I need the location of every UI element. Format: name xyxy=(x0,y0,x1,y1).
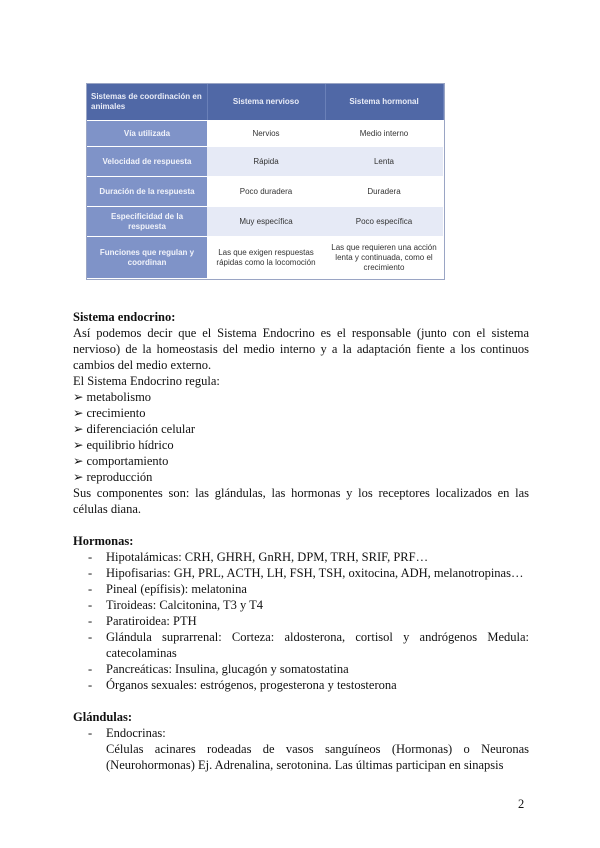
list-item xyxy=(73,453,529,469)
table-cell: Las que requieren una acción lenta y continuada, como el crecimiento xyxy=(325,237,443,279)
table-cell: Duradera xyxy=(325,177,443,207)
table-header-cell: Sistema nervioso xyxy=(207,84,325,121)
row-label: Duración de la respuesta xyxy=(87,177,207,207)
table-row xyxy=(87,147,443,177)
list-item-text: diferenciación celular xyxy=(86,422,196,436)
dash-bullet: - xyxy=(88,550,93,564)
intro-paragraph: Así podemos decir que el Sistema Endocrino es el responsable (junto con el sistema nervioso) de la homeostasis del medio interno y a la adaptación fiente a los continuos cambios del medio externo. xyxy=(73,326,529,372)
list-item-text: equilibrio hídrico xyxy=(86,438,174,452)
list-item xyxy=(73,613,529,629)
list-item xyxy=(73,389,529,405)
arrow-bullet-icon: ➢ xyxy=(73,422,84,436)
section-heading-endocrino: Sistema endocrino: xyxy=(73,310,176,324)
dash-bullet: - xyxy=(88,678,93,692)
regula-list xyxy=(73,389,529,485)
list-item-text: comportamiento xyxy=(86,454,169,468)
list-item xyxy=(73,421,529,437)
list-item-text: Pineal (epífisis): melatonina xyxy=(106,582,247,596)
table-header-row xyxy=(87,84,443,121)
list-item-text: Órganos sexuales: estrógenos, progesterona y testosterona xyxy=(106,678,397,692)
table-cell: Lenta xyxy=(325,147,443,177)
list-item xyxy=(73,549,529,565)
table-cell: Muy específica xyxy=(207,207,325,237)
dash-bullet: - xyxy=(88,726,93,740)
table-header-cell: Sistemas de coordinación en animales xyxy=(87,84,207,121)
arrow-bullet-icon: ➢ xyxy=(73,454,84,468)
table-row xyxy=(87,207,443,237)
list-item xyxy=(73,565,529,581)
list-item-text: Pancreáticas: Insulina, glucagón y somatostatina xyxy=(106,662,349,676)
arrow-bullet-icon: ➢ xyxy=(73,470,84,484)
arrow-bullet-icon: ➢ xyxy=(73,438,84,452)
arrow-bullet-icon: ➢ xyxy=(73,406,84,420)
comparison-table xyxy=(87,84,444,279)
table-cell: Poco específica xyxy=(325,207,443,237)
page-number: 2 xyxy=(518,797,525,811)
arrow-bullet-icon: ➢ xyxy=(73,390,84,404)
list-item-text: metabolismo xyxy=(86,390,152,404)
row-label: Funciones que regulan y coordinan xyxy=(87,237,207,279)
list-item-text: Tiroideas: Calcitonina, T3 y T4 xyxy=(106,598,264,612)
glandulas-list xyxy=(73,725,529,773)
list-item xyxy=(73,437,529,453)
list-item-text: Paratiroidea: PTH xyxy=(106,614,197,628)
list-item xyxy=(73,629,529,661)
dash-bullet: - xyxy=(88,662,93,676)
dash-bullet: - xyxy=(88,582,93,596)
table-cell: Poco duradera xyxy=(207,177,325,207)
list-item-text: reproducción xyxy=(86,470,153,484)
dash-bullet: - xyxy=(88,614,93,628)
table-row xyxy=(87,237,443,279)
table-row xyxy=(87,121,443,147)
table-row xyxy=(87,177,443,207)
list-item xyxy=(73,597,529,613)
section-heading-glandulas: Glándulas: xyxy=(73,710,133,724)
list-item xyxy=(73,677,529,693)
dash-bullet: - xyxy=(88,566,93,580)
section-heading-hormonas: Hormonas: xyxy=(73,534,134,548)
endocrinas-paragraph: Células acinares rodeadas de vasos sanguíneos (Hormonas) o Neuronas (Neurohormonas) Ej. Adrenalina, serotonina. Las últimas participan en sinapsis xyxy=(106,742,529,772)
list-item xyxy=(73,661,529,677)
componentes-paragraph: Sus componentes son: las glándulas, las hormonas y los receptores localizados en las células diana. xyxy=(73,486,529,516)
endocrinas-label: Endocrinas: xyxy=(106,726,166,740)
list-item xyxy=(73,725,529,773)
table-header-cell: Sistema hormonal xyxy=(325,84,443,121)
row-label: Especificidad de la respuesta xyxy=(87,207,207,237)
list-item xyxy=(73,581,529,597)
list-item-text: Hipotalámicas: CRH, GHRH, GnRH, DPM, TRH, SRIF, PRF… xyxy=(106,550,429,564)
document-body xyxy=(73,309,529,773)
dash-bullet: - xyxy=(88,598,93,612)
table-cell: Medio interno xyxy=(325,121,443,147)
list-item-text: Hipofisarias: GH, PRL, ACTH, LH, FSH, TSH, oxitocina, ADH, melanotropinas… xyxy=(106,566,524,580)
table-cell: Rápida xyxy=(207,147,325,177)
table-cell: Nervios xyxy=(207,121,325,147)
regula-label: El Sistema Endocrino regula: xyxy=(73,374,220,388)
list-item xyxy=(73,469,529,485)
table-cell: Las que exigen respuestas rápidas como la locomoción xyxy=(207,237,325,279)
row-label: Vía utilizada xyxy=(87,121,207,147)
list-item xyxy=(73,405,529,421)
list-item-text: Glándula suprarrenal: Corteza: aldosterona, cortisol y andrógenos Medula: catecolaminas xyxy=(106,630,529,660)
row-label: Velocidad de respuesta xyxy=(87,147,207,177)
dash-bullet: - xyxy=(88,630,93,644)
list-item-text: crecimiento xyxy=(86,406,146,420)
hormonas-list xyxy=(73,549,529,693)
